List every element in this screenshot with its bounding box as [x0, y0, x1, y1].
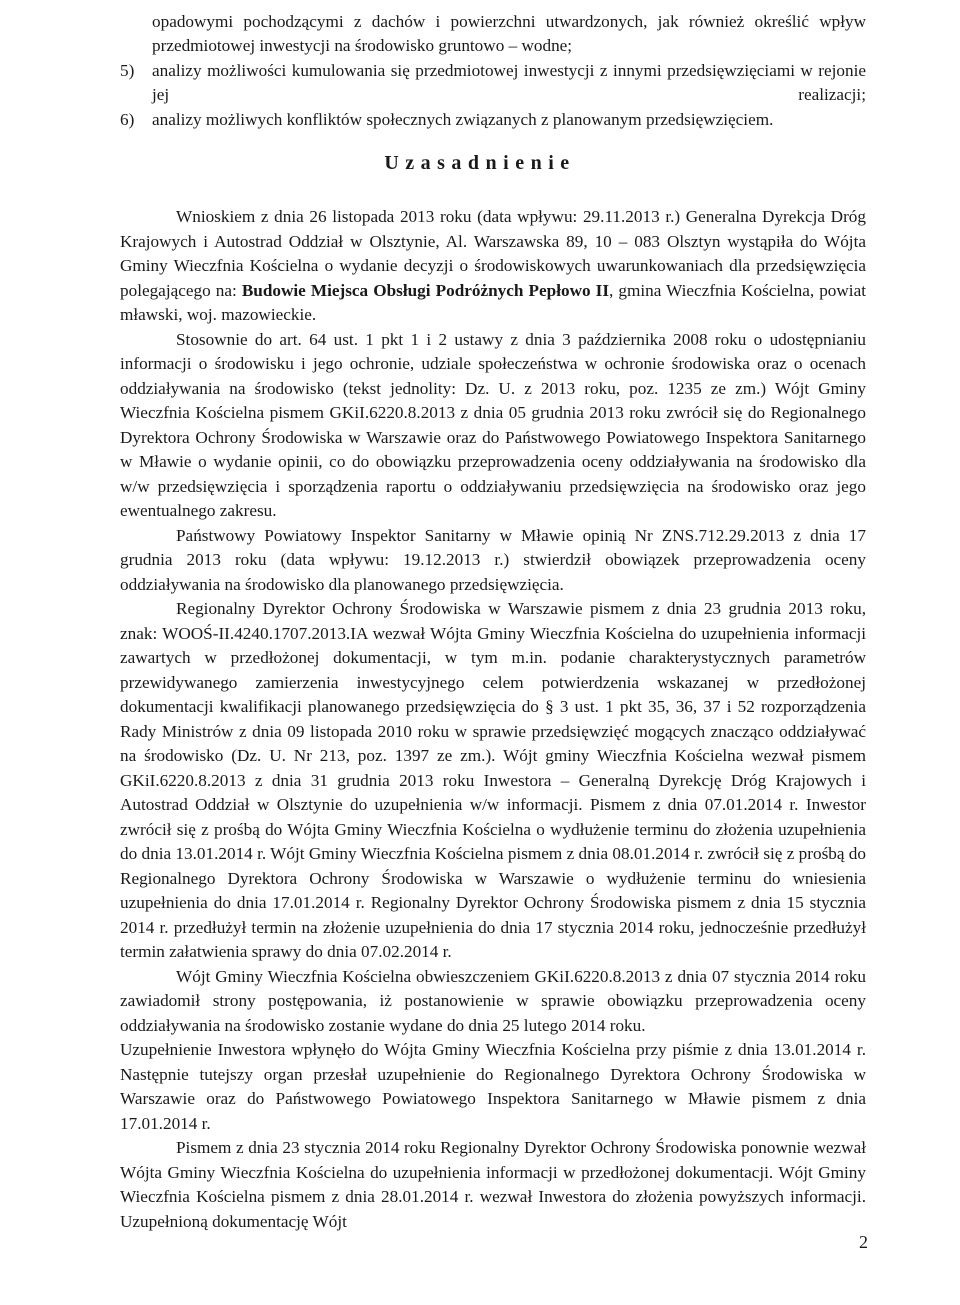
paragraph: Regionalny Dyrektor Ochrony Środowiska w Warszawie pismem z dnia 23 grudnia 2013 roku, znak: WOOŚ-II.4240.1707.2013.IA wezwał Wójta Gminy Wieczfnia Kościelna do uzupełnienia informacji zawartych w przedłożonej dokumentacji, w tym m.in. podanie charakterystycznych parametrów przewidywanego zamierzenia inwestycyjnego celem potwierdzenia wskazanej w przedłożonej dokumentacji kwalifikacji planowanego przedsięwzięcia do § 3 ust. 1 pkt 35, 36, 37 i 52 rozporządzenia Rady Ministrów z dnia 09 listopada 2010 roku w sprawie przedsięwzięć mogących znacząco oddziaływać na środowisko (Dz. U. Nr 213, poz. 1397 ze zm.). Wójt gminy Wieczfnia Kościelna wezwał pismem GKiI.6220.8.2013 z dnia 31 grudnia 2013 roku Inwestora – Generalną Dyrekcję Dróg Krajowych i Autostrad Oddział w Olsztynie do uzupełnienia w/w informacji. Pismem z dnia 07.01.2014 r. Inwestor zwrócił się z prośbą do Wójta Gminy Wieczfnia Kościelna o wydłużenie terminu do złożenia uzupełnienia do dnia 13.01.2014 r. Wójt Gminy Wieczfnia Kościelna pismem z dnia 08.01.2014 r. zwrócił się z prośbą do Regionalnego Dyrektora Ochrony Środowiska w Warszawie o wydłużenie terminu do wniesienia uzupełnienia do dnia 17.01.2014 r. Regionalny Dyrektor Ochrony Środowiska pismem z dnia 15 stycznia 2014 r. przedłużył termin na złożenie uzupełnienia do dnia 17 stycznia 2014 roku, jednocześnie przedłużył termin załatwienia sprawy do dnia 07.02.2014 r. — [120, 599, 866, 961]
page-number: 2 — [859, 1232, 868, 1252]
list-item-5 — [120, 59, 866, 108]
paragraph: Stosownie do art. 64 ust. 1 pkt 1 i 2 ustawy z dnia 3 października 2008 roku o udostępnianiu informacji o środowisku i jego ochronie, udziale społeczeństwa w ochronie środowiska oraz o ocenach oddziaływania na środowisko (tekst jednolity: Dz. U. z 2013 roku, poz. 1235 ze zm.) Wójt Gminy Wieczfnia Kościelna pismem GKiI.6220.8.2013 z dnia 05 grudnia 2013 roku zwrócił się do Regionalnego Dyrektora Ochrony Środowiska w Warszawie oraz do Państwowego Powiatowego Inspektora Sanitarnego w Mławie o wydanie opinii, co do obowiązku przeprowadzenia oceny oddziaływania na środowisko dla w/w przedsięwzięcia i sporządzenia raportu o oddziaływaniu przedsięwzięcia na środowisko oraz jego ewentualnego zakresu. — [120, 329, 866, 520]
list-item-text: analizy możliwości kumulowania się przedmiotowej inwestycji z innymi przedsięwzięciami w rejonie jej realizacji; — [152, 60, 866, 105]
requirements-list — [120, 10, 866, 132]
paragraph: Uzupełnienie Inwestora wpłynęło do Wójta Gminy Wieczfnia Kościelna przy piśmie z dnia 13.01.2014 r. Następnie tutejszy organ przesłał uzupełnienie do Regionalnego Dyrektora Ochrony Środowiska w Warszawie oraz do Państwowego Powiatowego Inspektora Sanitarnego w Mławie pismem z dnia 17.01.2014 r. — [120, 1040, 866, 1133]
paragraph: Wójt Gminy Wieczfnia Kościelna obwieszczeniem GKiI.6220.8.2013 z dnia 07 stycznia 2014 roku zawiadomił strony postępowania, iż postanowienie w sprawie obowiązku przeprowadzenia oceny oddziaływania na środowisko zostanie wydane do dnia 25 lutego 2014 roku. — [120, 966, 866, 1035]
list-item-continuation: opadowymi pochodzącymi z dachów i powierzchni utwardzonych, jak również określić wpływ przedmiotowej inwestycji na środowisko gruntowo – wodne; — [152, 12, 866, 56]
paragraph-text: Wnioskiem z dnia 26 listopada 2013 roku (data wpływu: 29.11.2013 r.) Generalna Dyrekcja Dróg Krajowych i Autostrad Oddział w Olsztynie, Al. Warszawska 89, 10 – 083 Olsztyn wystąpiła do Wójta Gminy Wieczfnia Kościelna o wydanie decyzji o środowiskowych uwarunkowaniach dla przedsięwzięcia polegającego na: — [120, 207, 866, 300]
paragraph: Pismem z dnia 23 stycznia 2014 roku Regionalny Dyrektor Ochrony Środowiska ponownie wezwał Wójta Gminy Wieczfnia Kościelna do uzupełnienia informacji w przedłożonej dokumentacji. Wójt Gminy Wieczfnia Kościelna pismem z dnia 28.01.2014 r. wezwał Inwestora do złożenia powyższych informacji. Uzupełnioną dokumentację Wójt — [120, 1138, 866, 1231]
list-item-text: analizy możliwych konfliktów społecznych związanych z planowanym przedsięwzięciem. — [152, 109, 774, 129]
list-item-number: 5) — [120, 60, 135, 80]
paragraph-text: , gmina Wieczfnia Kościelna, powiat mławski, woj. mazowieckie. — [120, 280, 866, 324]
justification-body — [120, 205, 866, 1234]
paragraph: Państwowy Powiatowy Inspektor Sanitarny w Mławie opinią Nr ZNS.712.29.2013 z dnia 17 grudnia 2013 roku (data wpływu: 19.12.2013 r.) stwierdził obowiązek przeprowadzenia oceny oddziaływania na środowisko dla planowanego przedsięwzięcia. — [120, 525, 866, 594]
section-heading: Uzasadnienie — [384, 152, 576, 174]
project-name: Budowie Miejsca Obsługi Podróżnych Pepłowo II — [241, 280, 610, 300]
list-item-number: 6) — [120, 109, 135, 129]
paragraph — [120, 205, 866, 328]
list-item-6 — [120, 108, 866, 132]
